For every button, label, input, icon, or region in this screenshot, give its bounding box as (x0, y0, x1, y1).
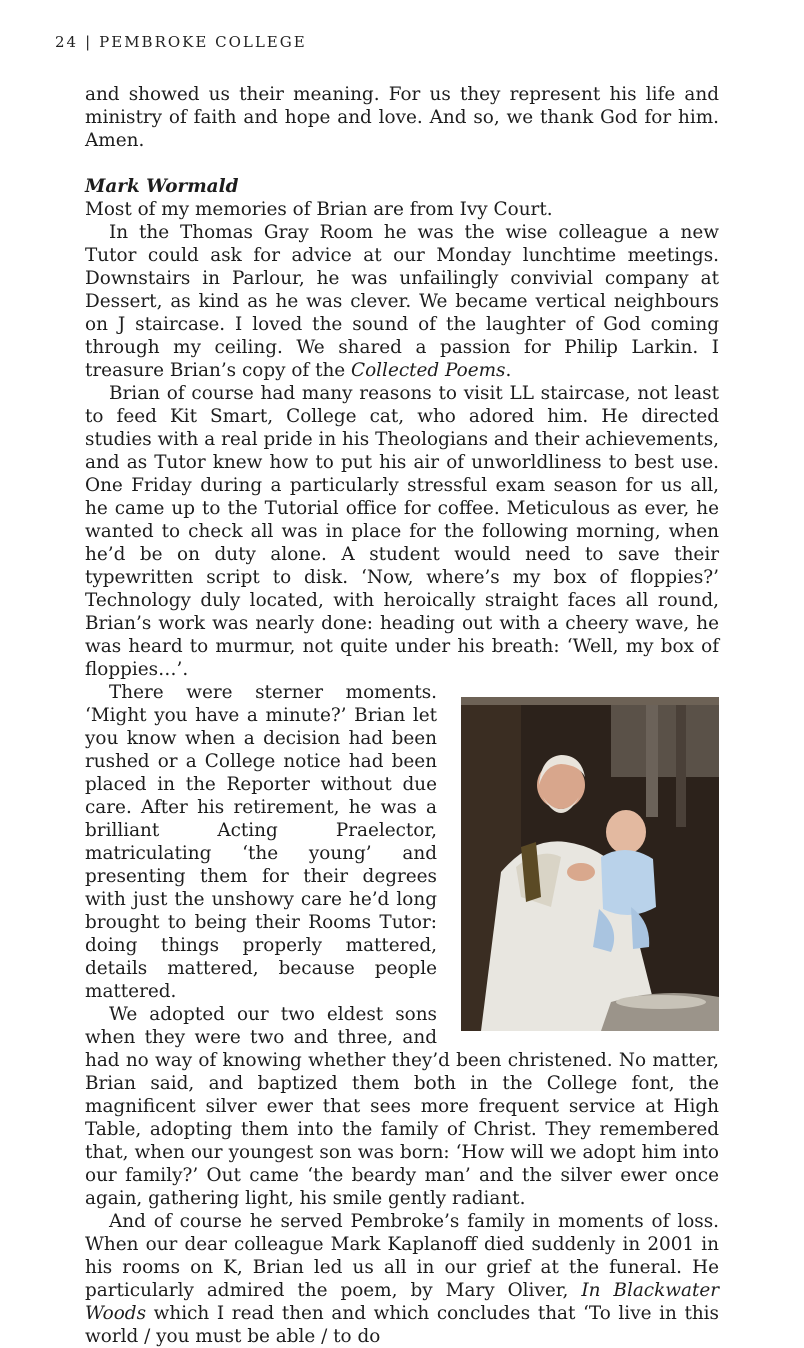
running-header (55, 31, 307, 53)
baptism-photo-image (461, 697, 719, 1031)
paragraph-ll-staircase: Brian of course had many reasons to visit LL staircase, not least to feed Kit Smart, College cat, who adored him. He directed studies with a real pride in his Theologians and their achievements, and as Tutor knew how to put his air of unworldliness to best use. One Friday during a particularly stressful exam season for us all, he came up to the Tutorial office for coffee. Meticulous as ever, he wanted to check all was in place for the following morning, when he’d be on duty alone. A student would need to save their typewritten script to disk. ‘Now, where’s my box of floppies?’ Technology duly located, with heroically straight faces all round, Brian’s work was nearly done: heading out with a cheery wave, he was heard to murmur, not quite under his breath: ‘Well, my box of floppies…’. (85, 383, 719, 680)
paragraph-thomas-gray-room (85, 221, 719, 382)
collected-poems-title: Collected Poems (351, 360, 506, 381)
paragraph-closing-amen: and showed us their meaning. For us they represent his life and ministry of faith and hope and love. And so, we thank God for him. Amen. (85, 84, 719, 151)
paragraph-text: In the Thomas Gray Room he was the wise colleague a new Tutor could ask for advice at our Monday lunchtime meetings. Downstairs in Parlour, he was unfailingly convivial company at Dessert, as kind as he was clever. We became vertical neighbours on J staircase. I loved the sound of the laughter of God coming through my ceiling. We shared a passion for Philip Larkin. I treasure Brian’s copy of the (85, 222, 719, 381)
paragraph-text-end: . (505, 360, 512, 381)
page-body (85, 83, 719, 1348)
paragraph-text: And of course he served Pembroke’s family in moments of loss. When our dear colleague Mark Kaplanoff died suddenly in 2001 in his rooms on K, Brian led us all in our grief at the funeral. He particularly admired the poem, by Mary Oliver, (85, 1211, 719, 1301)
running-title: PEMBROKE COLLEGE (99, 33, 307, 51)
paragraph-moments-of-loss (85, 1210, 719, 1348)
author-heading: Mark Wormald (85, 176, 239, 197)
blackwater-woods-title: In Blackwater Woods (85, 1280, 720, 1324)
header-separator: | (85, 33, 93, 51)
paragraph-gap (85, 152, 719, 175)
page-number: 24 (55, 33, 79, 51)
baptism-photo (461, 697, 719, 1031)
paragraph-adopted-sons: We adopted our two eldest sons when they were two and three, and had no way of knowing whether they’d been christened. No matter, Brian said, and baptized them both in the College font, the magnificent silver ewer that sees more frequent service at High Table, adopting them into the family of Christ. They remembered that, when our youngest son was born: ‘How will we adopt him into our family?’ Out came ‘the beardy man’ and the silver ewer once again, gathering light, his smile gently radiant. (85, 1004, 719, 1209)
paragraph-memories: Most of my memories of Brian are from Ivy Court. (85, 199, 553, 220)
paragraph-text-end: which I read then and which concludes that ‘To live in this world / you must be able / to do (85, 1303, 719, 1347)
paragraph-sterner-moments: There were sterner moments. ‘Might you have a minute?’ Brian let you know when a decision had been rushed or a College notice had been placed in the Reporter without due care. After his retirement, he was a brilliant Acting Praelector, matriculating ‘the young’ and presenting them for their degrees with just the unshowy care he’d long brought to being their Rooms Tutor: doing things properly mattered, details mattered, because people mattered. (85, 682, 437, 1002)
